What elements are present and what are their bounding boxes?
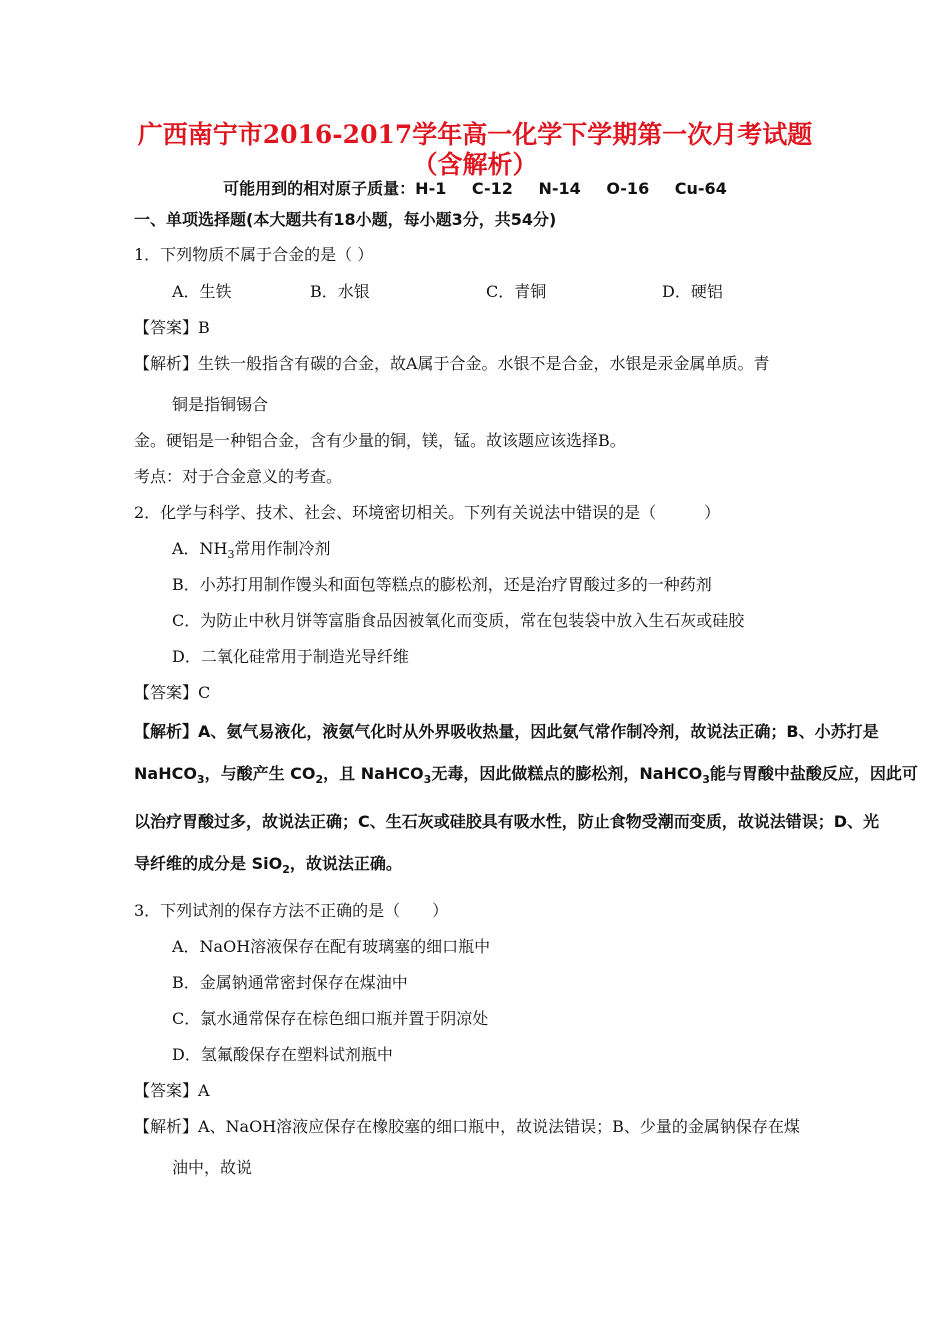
option-c: C．青铜 — [486, 282, 547, 301]
subscript: 2 — [282, 863, 290, 877]
subscript: 3 — [702, 773, 710, 787]
analysis-text: 导纤维的成分是 SiO — [134, 854, 283, 874]
analysis-text: 无毒，因此做糕点的膨松剂，NaHCO — [431, 764, 703, 783]
analysis-line: 以治疗胃酸过多，故说法正确；C、生石灰或硅胶具有吸水性，防止食物受潮而变质，故说法错误；D、光 — [134, 812, 880, 832]
option-d: D．硬铝 — [662, 282, 723, 301]
option-a-text: 常用作制冷剂 — [234, 539, 331, 558]
question-2-analysis — [134, 711, 924, 891]
question-2-option-c: C．为防止中秋月饼等富脂食品因被氧化而变质，常在包装袋中放入生石灰或硅胶 — [172, 611, 745, 630]
question-1-analysis-cont: 金。硬铝是一种铝合金，含有少量的铜，镁，锰。故该题应该选择B。 — [134, 431, 626, 450]
question-2-option-b: B．小苏打用制作馒头和面包等糕点的膨松剂，还是治疗胃酸过多的一种药剂 — [172, 575, 712, 594]
question-1-analysis: 【解析】生铁一般指含有碳的合金，故A属于合金。水银不是合金，水银是汞金属单质。青 — [134, 354, 770, 373]
atomic-mass-label: 可能用到的相对原子质量：H-1 — [223, 179, 447, 198]
question-2-option-d: D．二氧化硅常用于制造光导纤维 — [172, 647, 409, 666]
atomic-mass-line — [0, 176, 950, 199]
question-1-answer: 【答案】B — [134, 318, 210, 337]
atomic-mass-item: Cu-64 — [674, 179, 727, 198]
question-1-stem: 1．下列物质不属于合金的是（ ） — [134, 245, 374, 264]
formula: NaHCO — [134, 764, 197, 783]
analysis-line — [134, 843, 924, 891]
question-1-point: 考点：对于合金意义的考查。 — [134, 467, 343, 486]
page-title: 广西南宁市2016-2017学年高一化学下学期第一次月考试题（含解析） — [137, 120, 813, 179]
question-3-option-d: D．氢氟酸保存在塑料试剂瓶中 — [172, 1045, 393, 1064]
question-3-option-c: C．氯水通常保存在棕色细口瓶并置于阴凉处 — [172, 1009, 489, 1028]
analysis-text: ，故说法正确。 — [289, 854, 402, 874]
section-heading: 一、单项选择题(本大题共有18小题，每小题3分，共54分) — [134, 210, 557, 229]
subscript: 3 — [423, 773, 432, 787]
analysis-text: ，且 NaHCO — [323, 764, 424, 783]
subscript: 2 — [315, 773, 324, 787]
atomic-mass-item: C-12 — [471, 179, 513, 198]
question-1-analysis-cont: 铜是指铜锡合 — [172, 395, 269, 414]
question-3-option-b: B．金属钠通常密封保存在煤油中 — [172, 973, 408, 992]
analysis-text: ，与酸产生 CO — [204, 764, 316, 783]
subscript: 3 — [196, 773, 205, 787]
subscript: 3 — [227, 548, 235, 562]
question-3-answer: 【答案】A — [134, 1081, 210, 1100]
atomic-mass-item: N-14 — [538, 179, 581, 198]
question-3-option-a: A．NaOH溶液保存在配有玻璃塞的细口瓶中 — [172, 937, 491, 956]
question-1-options — [172, 281, 723, 303]
question-3-analysis-cont: 油中，故说 — [172, 1158, 253, 1177]
question-2-option-a — [172, 538, 331, 566]
atomic-mass-item: O-16 — [606, 179, 650, 198]
option-a-text: A．NH — [172, 539, 228, 558]
analysis-line: 【解析】A、氨气易液化，液氨气化时从外界吸收热量，因此氨气常作制冷剂，故说法正确；B、小苏打是 — [134, 722, 879, 741]
question-2-answer: 【答案】C — [134, 683, 211, 702]
option-b: B．水银 — [310, 282, 370, 301]
analysis-text: 能与胃酸中盐酸反应，因此可 — [709, 764, 918, 783]
question-3-analysis: 【解析】A、NaOH溶液应保存在橡胶塞的细口瓶中，故说法错误；B、少量的金属钠保存在煤 — [134, 1117, 800, 1136]
question-2-stem: 2．化学与科学、技术、社会、环境密切相关。下列有关说法中错误的是（ ） — [134, 503, 721, 522]
question-3-stem: 3．下列试剂的保存方法不正确的是（ ） — [134, 901, 449, 920]
option-a: A．生铁 — [172, 282, 232, 301]
analysis-line — [134, 753, 924, 801]
